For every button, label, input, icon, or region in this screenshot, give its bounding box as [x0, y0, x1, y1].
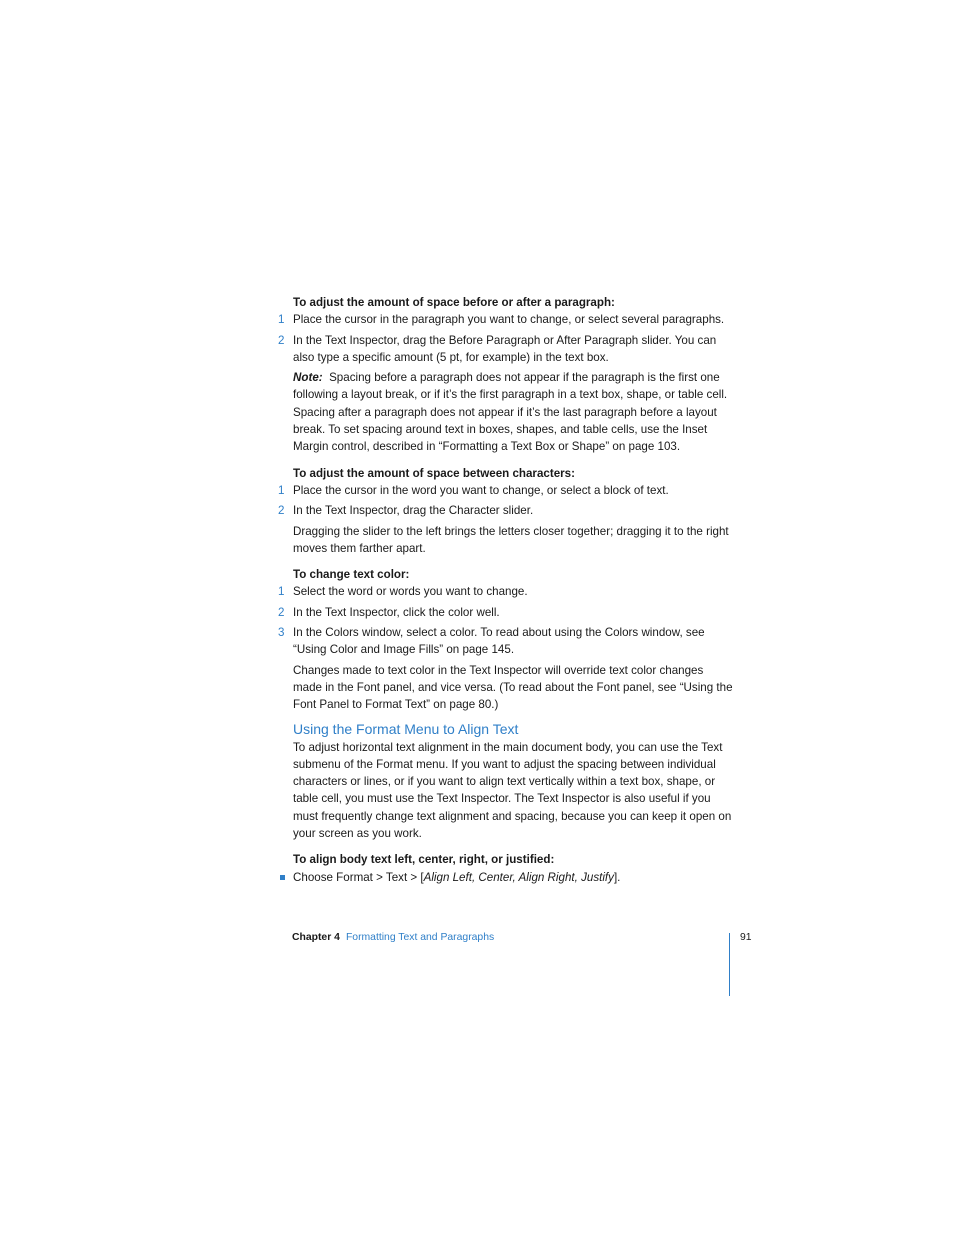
procedure-heading: To align body text left, center, right, or justified:: [293, 853, 555, 867]
list-item: [278, 482, 733, 499]
step-number: 2: [278, 504, 285, 518]
list-item: [278, 604, 733, 621]
procedure-heading: To change text color:: [293, 568, 410, 582]
note-text: Spacing before a paragraph does not appear if the paragraph is the first one following a layout break, or if it’s the first paragraph in a text box, shape, or table cell. Spacing after a paragraph does not appear if it’s the last paragraph before a layout break. To set spacing around text in boxes, shapes, and table cells, use the Inset Margin control, described in “Formatting a Text Box or Shape” on page 103.: [293, 371, 728, 454]
list-item: [278, 311, 733, 328]
step-number: 2: [278, 333, 285, 347]
step-number: 1: [278, 313, 285, 327]
step-text: In the Colors window, select a color. To read about using the Colors window, see “Using Color and Image Fills” on page 145.: [293, 626, 705, 657]
body-paragraph: To adjust horizontal text alignment in the main document body, you can use the Text submenu of the Format menu. If you want to adjust the spacing between individual characters or lines, or if you want to align text vertically within a text box, shape, or table cell, you must use the Text Inspector. The Text Inspector is also useful if you must frequently change text alignment and spacing, because you can keep it open on your screen as you work.: [293, 740, 732, 841]
step-text: Place the cursor in the paragraph you want to change, or select several paragraphs.: [293, 313, 725, 327]
step-text: In the Text Inspector, drag the Before Paragraph or After Paragraph slider. You can also type a specific amount (5 pt, for example) in the text box.: [293, 333, 717, 364]
page-body: [278, 294, 733, 886]
page-number: 91: [740, 932, 752, 943]
step-text: Select the word or words you want to change.: [293, 585, 528, 599]
list-item: [278, 624, 733, 659]
body-paragraph: Dragging the slider to the left brings the letters closer together; dragging it to the right moves them farther apart.: [293, 524, 729, 555]
body-paragraph: Changes made to text color in the Text Inspector will override text color changes made in the Font panel, and vice versa. (To read about the Font panel, see “Using the Font Panel to Format Text” on page 80.): [293, 663, 733, 712]
note-label: Note:: [293, 371, 323, 385]
list-item: [278, 502, 733, 519]
step-text: In the Text Inspector, drag the Character slider.: [293, 504, 534, 518]
bullet-text-prefix: Choose Format > Text > [: [293, 870, 424, 884]
footer-chapter: Chapter 4: [292, 932, 340, 943]
footer-divider: [729, 933, 730, 996]
procedure-heading: To adjust the amount of space between characters:: [293, 466, 575, 480]
list-item: [293, 869, 733, 886]
step-number: 3: [278, 626, 285, 640]
step-text: Place the cursor in the word you want to change, or select a block of text.: [293, 483, 669, 497]
bullet-text-italic: Align Left, Center, Align Right, Justify: [423, 870, 614, 884]
footer-chapter-title: Formatting Text and Paragraphs: [345, 932, 495, 943]
bullet-text-suffix: ].: [613, 870, 621, 884]
page-footer: [292, 932, 494, 943]
step-number: 2: [278, 605, 285, 619]
section-heading: Using the Format Menu to Align Text: [293, 720, 519, 737]
list-item: [278, 583, 733, 600]
step-number: 1: [278, 585, 285, 599]
step-number: 1: [278, 483, 285, 497]
bullet-square-icon: [280, 875, 285, 880]
step-text: In the Text Inspector, click the color well.: [293, 605, 500, 619]
list-item: [278, 332, 733, 367]
procedure-heading: To adjust the amount of space before or after a paragraph:: [293, 296, 615, 309]
note-paragraph: [293, 369, 733, 455]
